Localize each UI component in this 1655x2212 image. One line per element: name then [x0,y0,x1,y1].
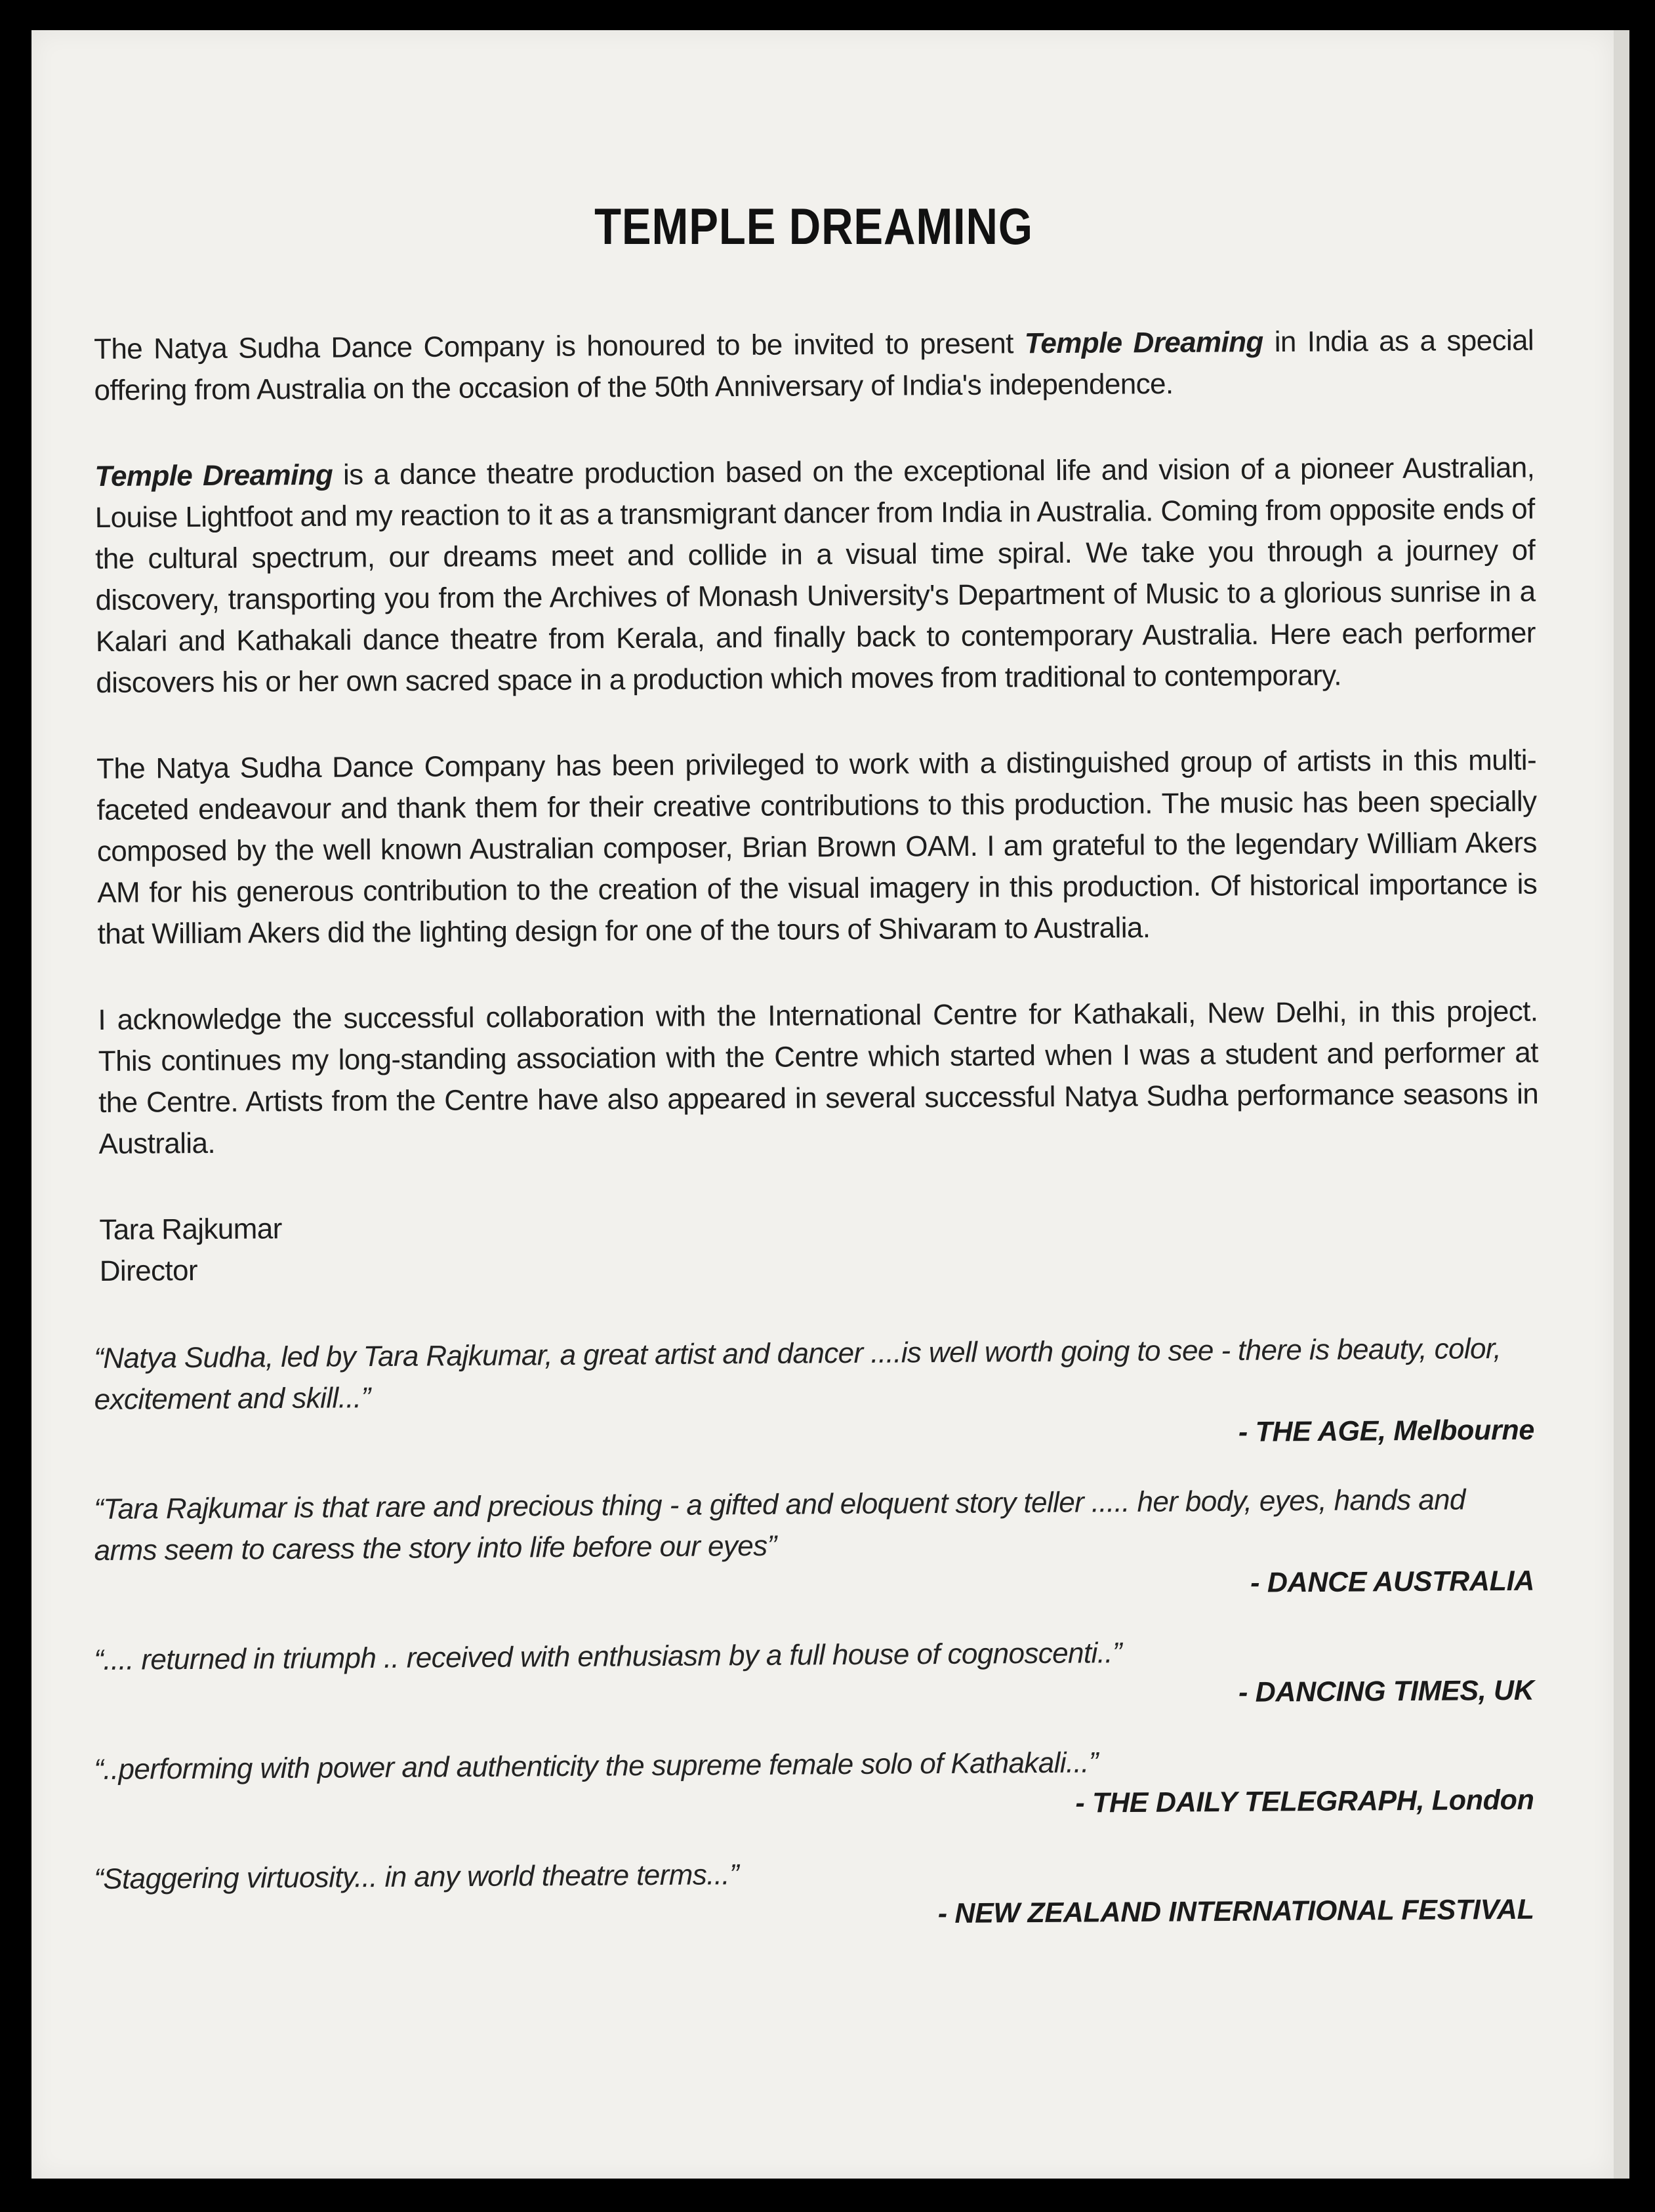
review-item [94,1328,1534,1460]
paragraph-collaboration: I acknowledge the successful collaboration with the International Centre for Kathakali, New Delhi, in this project. This continues my long-standing association with the Centre which started when I was a student and performer at the Centre. Artists from the Centre have also appeared in several successful Natya Sudha performance seasons in Australia. [98,995,1539,1160]
paragraph-intro [94,320,1534,411]
document-title: TEMPLE DREAMING [594,197,1033,255]
paragraph-intro-text-end: in India as a special offering from Australia on the occasion of the 50th Anniversary of India's independence. [94,324,1534,407]
review-item [94,1849,1534,1939]
production-title-emphasis: Temple Dreaming [94,458,333,493]
signature-role: Director [99,1255,198,1287]
paragraph-production [94,447,1536,704]
review-source: - DANCING TIMES, UK [1238,1674,1534,1708]
review-quote: “..performing with power and authenticity the supreme female solo of Kathakali...” [94,1746,1099,1786]
review-quote: “Natya Sudha, led by Tara Rajkumar, a great artist and dancer ....is well worth going to see - there is beauty, color, excitement and skill...” [94,1333,1502,1416]
review-item [94,1630,1534,1720]
paragraph-artists: The Natya Sudha Dance Company has been privileged to work with a distinguished group of artists in this multi-faceted endeavour and thank them for their creative contributions to this production. The music has been specially composed by the well known Australian composer, Brian Brown OAM. I am grateful to the legendary William Akers AM for his generous contribution to the creation of the visual imagery in this production. Of historical importance is that William Akers did the lighting design for one of the tours of Shivaram to Australia. [96,744,1538,950]
page-edge [1614,30,1629,2179]
review-source: - THE DAILY TELEGRAPH, London [1075,1784,1534,1819]
signature-block [99,1201,1540,1292]
production-title-emphasis: Temple Dreaming [1024,326,1263,360]
paragraph-production-text: is a dance theatre production based on the exceptional life and vision of a pioneer Australian, Louise Lightfoot and my reaction to it as a transmigrant dancer from India in Australia. Coming from opposite ends of the cultural spectrum, our dreams meet and collide in a visual time spiral. We take you through a journey of discovery, transporting you from the Archives of Monash University's Department of Music to a glorious sunrise in a Kalari and Kathakali dance theatre from Kerala, and finally back to contemporary Australia. Here each performer discovers his or her own sacred space in a production which moves from traditional to contemporary. [94,451,1536,699]
review-quote: “Staggering virtuosity... in any world theatre terms...” [94,1859,739,1895]
reviews-section [94,1333,1535,1939]
review-item [94,1479,1534,1611]
body-text [94,320,1540,1292]
review-source: - DANCE AUSTRALIA [1250,1565,1535,1599]
paragraph-intro-text-start: The Natya Sudha Dance Company is honoured to be invited to present [94,327,1025,365]
review-quote: “Tara Rajkumar is that rare and precious thing - a gifted and eloquent story teller ..... her body, eyes, hands and arms seem to caress the story into life before our eyes” [94,1483,1465,1567]
review-item [94,1739,1534,1830]
document-content [94,197,1539,1968]
signature-name: Tara Rajkumar [99,1213,282,1246]
review-quote: “.... returned in triumph .. received with enthusiasm by a full house of cognoscenti..” [94,1637,1122,1676]
review-source: - THE AGE, Melbourne [1238,1414,1535,1448]
review-source: - NEW ZEALAND INTERNATIONAL FESTIVAL [937,1893,1534,1930]
